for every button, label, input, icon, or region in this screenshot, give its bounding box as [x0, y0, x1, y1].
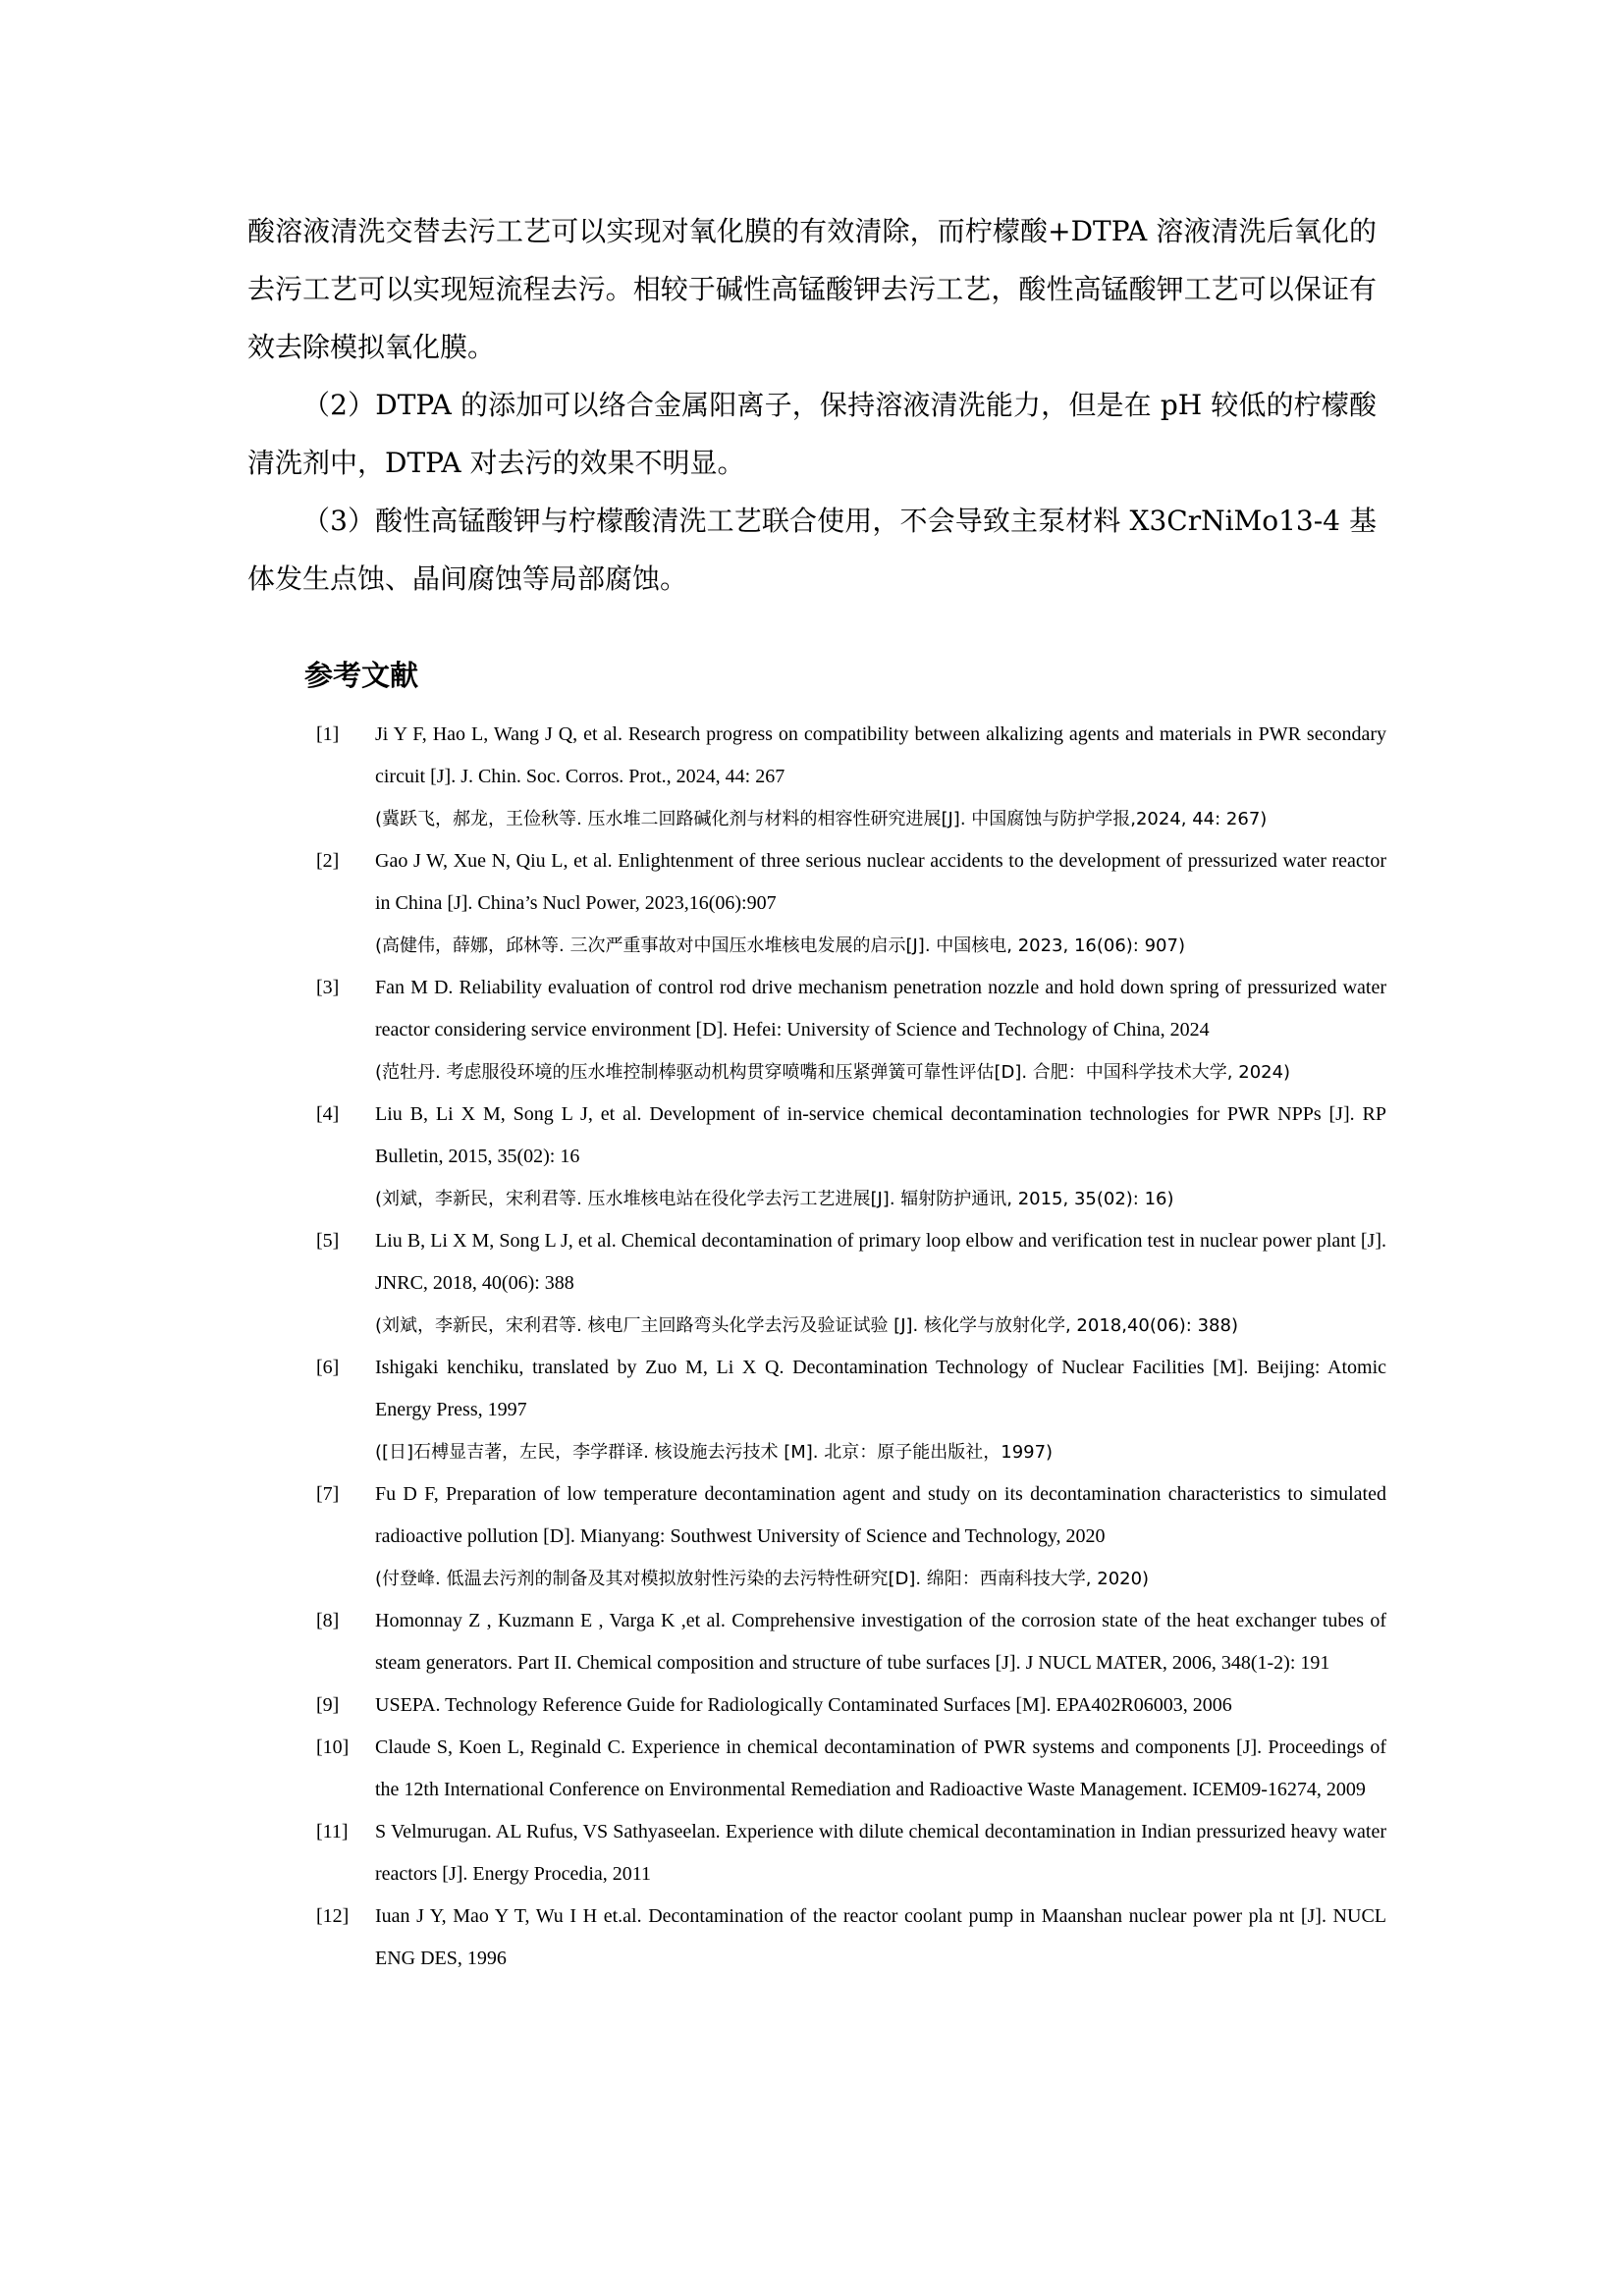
reference-item: [0, 1347, 1624, 1473]
reference-body: [375, 714, 1386, 840]
reference-body: [375, 1684, 1386, 1727]
conclusion-paragraph-2: （2）DTPA 的添加可以络合金属阳离子，保持溶液清洗能力，但是在 pH 较低的柠檬酸清洗剂中，DTPA 对去污的效果不明显。: [247, 389, 1377, 479]
reference-number: [3]: [316, 977, 340, 998]
conclusion-paragraph-1: 酸溶液清洗交替去污工艺可以实现对氧化膜的有效清除，而柠檬酸+DTPA 溶液清洗后氧化的去污工艺可以实现短流程去污。相较于碱性高锰酸钾去污工艺，酸性高锰酸钾工艺可以保证有效去除模拟氧化膜。: [247, 215, 1377, 363]
reference-item: [0, 840, 1624, 967]
reference-number: [2]: [316, 850, 340, 872]
reference-english: S Velmurugan. AL Rufus, VS Sathyaseelan. Experience with dilute chemical decontamination in Indian pressurized heavy water reactors [J]. Energy Procedia, 2011: [375, 1821, 1386, 1885]
reference-item: [0, 1600, 1624, 1684]
reference-english: USEPA. Technology Reference Guide for Radiologically Contaminated Surfaces [M]. EPA402R06003, 2006: [375, 1694, 1232, 1716]
reference-english: Fu D F, Preparation of low temperature decontamination agent and study on its decontamination characteristics to simulated radioactive pollution [D]. Mianyang: Southwest University of Science and Technology, 2020: [375, 1483, 1386, 1547]
reference-english: Ishigaki kenchiku, translated by Zuo M, Li X Q. Decontamination Technology of Nuclear Facilities [M]. Beijing: Atomic Energy Press, 1997: [375, 1357, 1386, 1420]
reference-number: [1]: [316, 723, 340, 745]
reference-english: Iuan J Y, Mao Y T, Wu I H et.al. Decontamination of the reactor coolant pump in Maanshan nuclear power pla nt [J]. NUCL ENG DES, 1996: [375, 1905, 1386, 1969]
reference-body: [375, 1896, 1386, 1980]
reference-item: [0, 1811, 1624, 1896]
reference-item: [0, 1896, 1624, 1980]
reference-body: [375, 840, 1386, 967]
reference-body: [375, 1811, 1386, 1896]
reference-number: [5]: [316, 1230, 340, 1252]
reference-english: Ji Y F, Hao L, Wang J Q, et al. Research progress on compatibility between alkalizing agents and materials in PWR secondary circuit [J]. J. Chin. Soc. Corros. Prot., 2024, 44: 267: [375, 723, 1386, 787]
conclusions-body: [247, 202, 1377, 608]
reference-english: Fan M D. Reliability evaluation of control rod drive mechanism penetration nozzle and hold down spring of pressurized water reactor considering service environment [D]. Hefei: University of Science and Technology of China, 2024: [375, 977, 1386, 1041]
reference-number: [8]: [316, 1610, 340, 1631]
reference-item: [0, 1727, 1624, 1811]
reference-chinese: (刘斌，李新民，宋利君等. 压水堆核电站在役化学去污工艺进展[J]. 辐射防护通讯, 2015, 35(02): 16): [375, 1189, 1174, 1209]
reference-english: Homonnay Z , Kuzmann E , Varga K ,et al. Comprehensive investigation of the corrosion state of the heat exchanger tubes of steam generators. Part II. Chemical composition and structure of tube surfaces [J]. J NUCL MATER, 2006, 348(1-2): 191: [375, 1610, 1386, 1674]
reference-body: [375, 1600, 1386, 1684]
references-heading: 参考文献: [304, 659, 419, 692]
reference-number: [6]: [316, 1357, 340, 1378]
reference-item: [0, 1684, 1624, 1727]
reference-chinese: ([日]石榑显吉著，左民，李学群译. 核设施去污技术 [M]. 北京：原子能出版社，1997): [375, 1442, 1054, 1463]
reference-body: [375, 1220, 1386, 1347]
reference-item: [0, 1094, 1624, 1220]
reference-body: [375, 1347, 1386, 1473]
reference-chinese: (付登峰. 低温去污剂的制备及其对模拟放射性污染的去污特性研究[D]. 绵阳：西南科技大学, 2020): [375, 1569, 1150, 1589]
reference-number: [11]: [316, 1821, 349, 1842]
reference-chinese: (范牡丹. 考虑服役环境的压水堆控制棒驱动机构贯穿喷嘴和压紧弹簧可靠性评估[D]. 合肥：中国科学技术大学, 2024): [375, 1062, 1291, 1083]
conclusion-paragraph-3: （3）酸性高锰酸钾与柠檬酸清洗工艺联合使用，不会导致主泵材料 X3CrNiMo13-4 基体发生点蚀、晶间腐蚀等局部腐蚀。: [247, 505, 1377, 595]
reference-number: [4]: [316, 1103, 340, 1125]
reference-number: [12]: [316, 1905, 350, 1927]
reference-number: [7]: [316, 1483, 340, 1505]
reference-english: Gao J W, Xue N, Qiu L, et al. Enlightenment of three serious nuclear accidents to the development of pressurized water reactor in China [J]. China’s Nucl Power, 2023,16(06):907: [375, 850, 1386, 914]
reference-english: Liu B, Li X M, Song L J, et al. Chemical decontamination of primary loop elbow and verification test in nuclear power plant [J]. JNRC, 2018, 40(06): 388: [375, 1230, 1386, 1294]
reference-item: [0, 967, 1624, 1094]
references-list: [0, 714, 1624, 1980]
reference-body: [375, 1727, 1386, 1811]
reference-number: [10]: [316, 1736, 350, 1758]
reference-chinese: (刘斌，李新民，宋利君等. 核电厂主回路弯头化学去污及验证试验 [J]. 核化学与放射化学, 2018,40(06): 388): [375, 1315, 1238, 1336]
reference-body: [375, 967, 1386, 1094]
reference-item: [0, 1473, 1624, 1600]
reference-body: [375, 1094, 1386, 1220]
reference-body: [375, 1473, 1386, 1600]
reference-english: Claude S, Koen L, Reginald C. Experience in chemical decontamination of PWR systems and components [J]. Proceedings of the 12th International Conference on Environmental Remediation and Radioactive Waste Management. ICEM09-16274, 2009: [375, 1736, 1386, 1800]
reference-item: [0, 1220, 1624, 1347]
reference-english: Liu B, Li X M, Song L J, et al. Development of in-service chemical decontamination technologies for PWR NPPs [J]. RP Bulletin, 2015, 35(02): 16: [375, 1103, 1386, 1167]
reference-item: [0, 714, 1624, 840]
reference-chinese: (高健伟，薛娜，邱林等. 三次严重事故对中国压水堆核电发展的启示[J]. 中国核电, 2023, 16(06): 907): [375, 935, 1185, 956]
reference-number: [9]: [316, 1694, 340, 1716]
reference-chinese: (冀跃飞，郝龙，王俭秋等. 压水堆二回路碱化剂与材料的相容性研究进展[J]. 中国腐蚀与防护学报,2024, 44: 267): [375, 809, 1268, 829]
